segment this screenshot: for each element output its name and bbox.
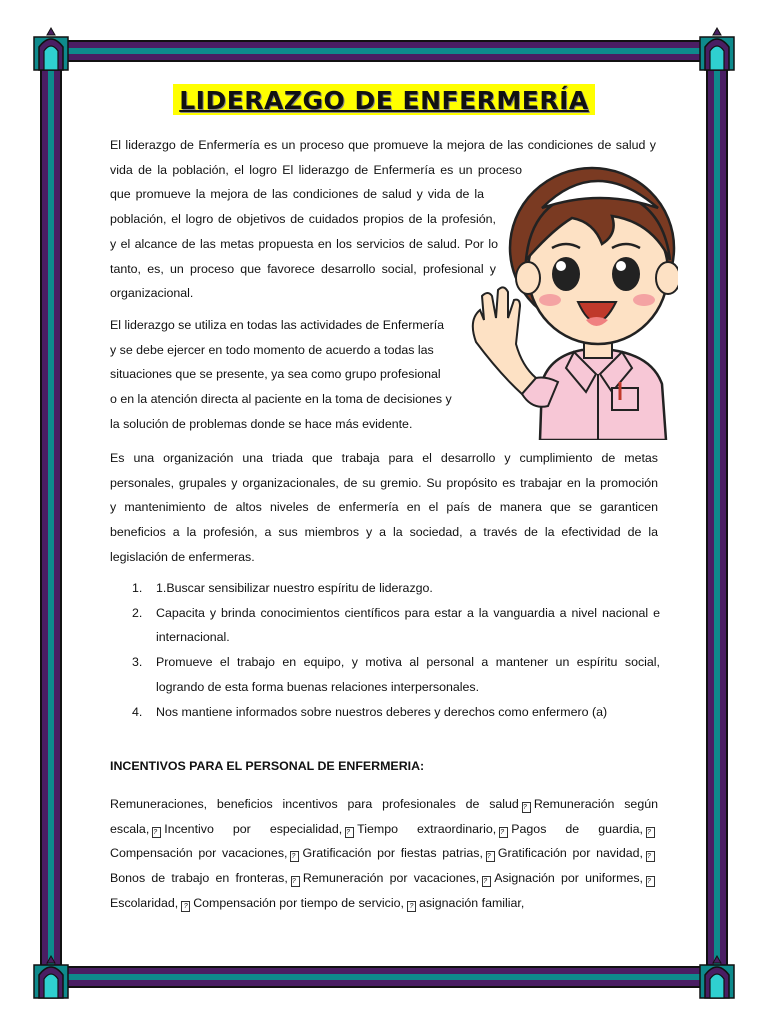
- organization-paragraph: [110, 446, 658, 570]
- corner-ornament-icon: [699, 27, 735, 71]
- frame-left-border: [40, 44, 62, 980]
- replacement-box-icon: ?: [290, 851, 299, 862]
- replacement-box-icon: ?: [482, 876, 491, 887]
- nurse-illustration-icon: [462, 160, 678, 440]
- incentive-item: Incentivo por especialidad,: [164, 821, 343, 836]
- incentive-item: Pagos de guardia,: [511, 821, 643, 836]
- incentive-item: Remuneración por vacaciones,: [302, 871, 480, 886]
- corner-ornament-icon: [699, 955, 735, 999]
- text-line: El liderazgo de Enfermería es un proceso que promueve la mejora de las condiciones de salud y: [110, 138, 656, 152]
- incentive-item: Gratificación por navidad,: [497, 846, 643, 861]
- text-line: [110, 841, 658, 866]
- text-line: población, el logro de objetivos de cuidados propios de la profesión,: [110, 212, 496, 227]
- text-line: Es una organización una triada que trabaja para el desarrollo y cumplimiento de metas: [110, 451, 658, 465]
- incentive-item: Tiempo extraordinario,: [357, 821, 497, 836]
- replacement-box-icon: ?: [646, 827, 655, 838]
- leadership-paragraph: [110, 313, 452, 437]
- list-number: 4.: [132, 704, 143, 719]
- text-line: personales, grupales y organizacionales, de su gremio. Su propósito es trabajar en la promoción: [110, 475, 658, 490]
- text-line: y mantenimiento de altos niveles de enfermería en el país de manera que se garanticen: [110, 500, 658, 515]
- list-number: 2.: [132, 605, 143, 620]
- text-line: la solución de problemas donde se hace más evidente.: [110, 416, 413, 431]
- text-line: y se debe ejercer en todo momento de acuerdo a todas las: [110, 342, 434, 357]
- text-line: y el alcance de las metas propuesta en los servicios de salud. Por lo: [110, 236, 498, 251]
- text-line: tanto, es, un proceso que favorece desarrollo social, profesional y: [110, 261, 496, 276]
- incentives-paragraph: [110, 792, 658, 916]
- text-line: beneficios a la profesión, a sus miembros y a la sociedad, a través de la efectividad de la: [110, 525, 658, 540]
- text-line: escala, ? Incentivo por especialidad, ? Tiempo extraordinario, ? Pagos de guardia, ?: [110, 817, 658, 842]
- incentive-item: Bonos de trabajo en fronteras,: [110, 871, 288, 886]
- replacement-box-icon: ?: [407, 901, 416, 912]
- list-number: 3.: [132, 655, 143, 670]
- objectives-list: [110, 576, 660, 724]
- text-line: Promueve el trabajo en equipo, y motiva al personal a mantener un espíritu social,: [156, 655, 660, 670]
- text-line: [110, 891, 658, 916]
- text-line: [110, 866, 658, 891]
- list-item: [110, 601, 660, 650]
- text-line: El liderazgo se utiliza en todas las actividades de Enfermería: [110, 318, 445, 332]
- replacement-box-icon: ?: [646, 851, 655, 862]
- replacement-box-icon: ?: [646, 876, 655, 887]
- replacement-box-icon: ?: [181, 901, 190, 912]
- incentives-lead: Remuneraciones, beneficios incentivos para profesionales de salud: [110, 797, 519, 811]
- incentive-item: Gratificación por fiestas patrias,: [302, 846, 483, 861]
- text-line: 1.Buscar sensibilizar nuestro espíritu de liderazgo.: [156, 581, 433, 595]
- incentives-heading: INCENTIVOS PARA EL PERSONAL DE ENFERMERIA:: [110, 759, 425, 773]
- incentive-item: Asignación por uniformes,: [494, 871, 643, 886]
- text-line: legislación de enfermeras.: [110, 549, 255, 564]
- frame-top-border: [44, 40, 724, 62]
- text-line: logrando de esta forma buenas relaciones interpersonales.: [156, 679, 480, 694]
- corner-ornament-icon: [33, 27, 69, 71]
- replacement-box-icon: ?: [486, 851, 495, 862]
- replacement-box-icon: ?: [522, 802, 531, 813]
- text-line: organizacional.: [110, 286, 194, 301]
- frame-bottom-border: [44, 966, 724, 988]
- incentive-item: Escolaridad,: [110, 895, 179, 910]
- text-line: internacional.: [156, 630, 230, 645]
- replacement-box-icon: ?: [345, 827, 354, 838]
- list-item: [110, 650, 660, 699]
- text-line: Nos mantiene informados sobre nuestros deberes y derechos como enfermero (a): [156, 704, 608, 719]
- list-number: 1.: [132, 581, 143, 595]
- text-line: vida de la población, el logro El liderazgo de Enfermería es un proceso: [110, 162, 522, 177]
- list-item: [110, 576, 660, 601]
- text-line: Capacita y brinda conocimientos científicos para estar a la vanguardia a nivel nacional e: [156, 605, 660, 620]
- text-line: situaciones que se presente, ya sea como grupo profesional: [110, 367, 441, 382]
- text-line: o en la atención directa al paciente en la toma de decisiones y: [110, 392, 452, 407]
- replacement-box-icon: ?: [152, 827, 161, 838]
- corner-ornament-icon: [33, 955, 69, 999]
- incentive-item: Compensación por tiempo de servicio,: [193, 895, 404, 910]
- text-line: Remuneraciones, beneficios incentivos para profesionales de salud ? Remuneración según: [110, 797, 658, 811]
- page-title: LIDERAZGO DE ENFERMERÍA: [173, 84, 595, 115]
- list-item: [110, 700, 660, 725]
- incentive-item: Compensación por vacaciones,: [110, 846, 288, 861]
- text-line: que promueve la mejora de las condiciones de salud y vida de la: [110, 187, 484, 202]
- replacement-box-icon: ?: [291, 876, 300, 887]
- frame-right-border: [706, 44, 728, 980]
- incentive-item: asignación familiar,: [418, 895, 525, 910]
- replacement-box-icon: ?: [499, 827, 508, 838]
- title-container: [0, 84, 768, 115]
